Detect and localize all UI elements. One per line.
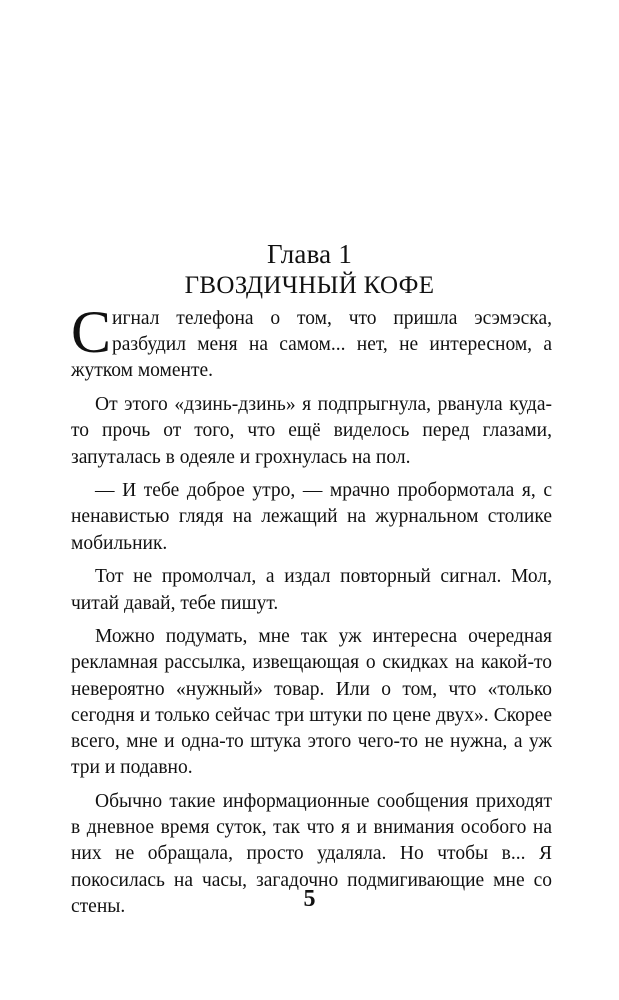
chapter-title: ГВОЗДИЧНЫЙ КОФЕ: [184, 272, 435, 299]
paragraph: — И тебе доброе утро, — мрачно пробормотала я, с ненавистью глядя на лежащий на журнальном столике мобильник.: [71, 480, 552, 554]
chapter-body: [71, 299, 552, 920]
paragraph: Тот не промолчал, а издал повторный сигнал. Мол, читай давай, тебе пишут.: [71, 566, 552, 614]
chapter-number: Глава 1: [266, 239, 353, 269]
paragraph: От этого «дзинь-дзинь» я подпрыгнула, рванула куда-то прочь от того, что ещё виделось перед глазами, запуталась в одеяле и грохнулась на пол.: [71, 394, 552, 468]
paragraph: [71, 299, 552, 385]
page-number: 5: [303, 886, 316, 912]
paragraph: Можно подумать, мне так уж интересна очередная рекламная рассылка, извещающая о скидках на какой-то невероятно «нужный» товар. Или о том, что «только сегодня и только сейчас три штуки по цене двух». Скорее всего, мне и одна-то штука этого чего-то не нужна, а уж три и подавно.: [71, 626, 552, 779]
paragraph: Обычно такие информационные сообщения приходят в дневное время суток, так что я и внимания особого на них не обращала, просто удаляла. Но чтобы в... Я покосилась на часы, загадочно подмигивающие мне со стены.: [71, 790, 552, 917]
paragraph-text: игнал телефона о том, что пришла эсэмэска, разбудил меня на самом... нет, не интересном, а жутком моменте.: [71, 308, 552, 382]
drop-cap: С: [71, 299, 112, 365]
